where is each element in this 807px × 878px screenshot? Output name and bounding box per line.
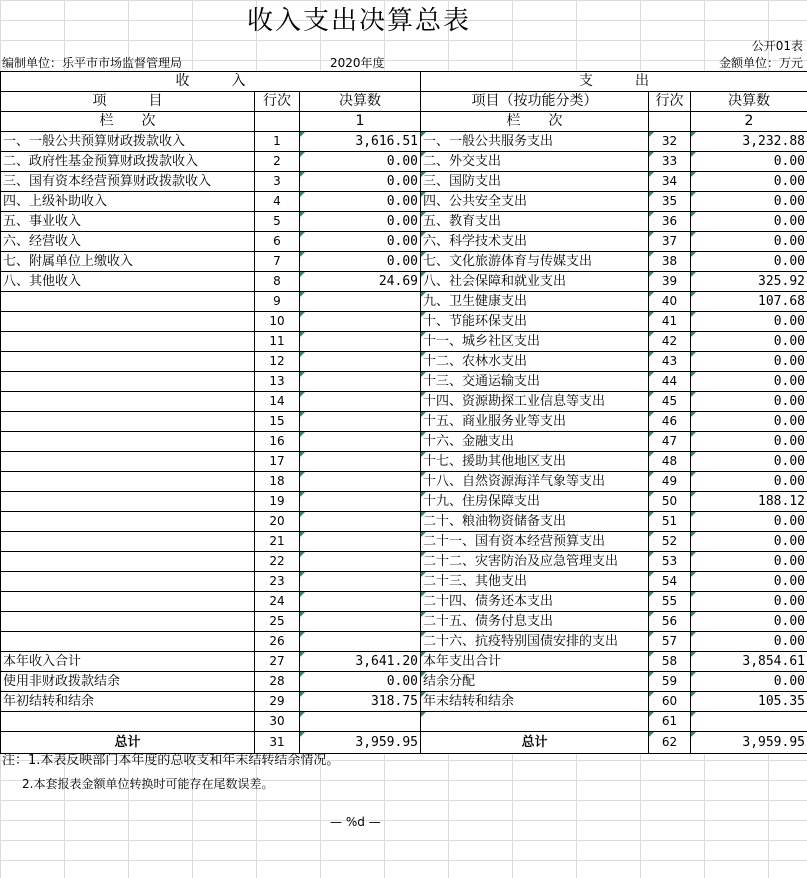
income-line-number: 2 — [255, 152, 300, 172]
table-row — [1, 592, 807, 612]
income-amount — [300, 712, 421, 732]
expense-amount: 0.00 — [691, 572, 807, 592]
expense-amount: 0.00 — [691, 192, 807, 212]
expense-item-label: 二十、粮油物资储备支出 — [421, 512, 649, 532]
expense-amount: 0.00 — [691, 552, 807, 572]
expense-lanci-label: 栏 次 — [421, 112, 649, 132]
expense-line-number: 45 — [649, 392, 691, 412]
income-item-label: 四、上级补助收入 — [1, 192, 255, 212]
expense-line-number: 47 — [649, 432, 691, 452]
income-amount — [300, 372, 421, 392]
income-item-label — [1, 372, 255, 392]
expense-line-number: 55 — [649, 592, 691, 612]
income-item-label — [1, 712, 255, 732]
income-amount: 3,616.51 — [300, 132, 421, 152]
income-item-label — [1, 472, 255, 492]
column-header-row — [1, 92, 807, 112]
expense-amount: 0.00 — [691, 672, 807, 692]
income-amount — [300, 292, 421, 312]
expense-line-number: 56 — [649, 612, 691, 632]
table-row — [1, 552, 807, 572]
income-line-number: 25 — [255, 612, 300, 632]
expense-item-label: 二十五、债务付息支出 — [421, 612, 649, 632]
expense-amount: 0.00 — [691, 152, 807, 172]
income-item-label — [1, 612, 255, 632]
income-item-label: 三、国有资本经营预算财政拨款收入 — [1, 172, 255, 192]
expense-line-number: 38 — [649, 252, 691, 272]
expense-line-number: 54 — [649, 572, 691, 592]
expense-amount: 0.00 — [691, 432, 807, 452]
section-header-row — [1, 72, 807, 92]
income-amount: 0.00 — [300, 212, 421, 232]
income-amount — [300, 392, 421, 412]
income-line-number: 15 — [255, 412, 300, 432]
income-line-number: 28 — [255, 672, 300, 692]
table-row — [1, 452, 807, 472]
expense-item-label: 五、教育支出 — [421, 212, 649, 232]
income-item-label: 一、一般公共预算财政拨款收入 — [1, 132, 255, 152]
income-line-number: 8 — [255, 272, 300, 292]
income-item-label — [1, 392, 255, 412]
expense-lanci-blank — [649, 112, 691, 132]
expense-amount: 0.00 — [691, 632, 807, 652]
income-item-label — [1, 292, 255, 312]
expense-amount: 0.00 — [691, 232, 807, 252]
table-row — [1, 212, 807, 232]
expense-section-header: 支 出 — [421, 72, 807, 92]
form-code: 公开01表 — [751, 39, 803, 53]
table-row — [1, 512, 807, 532]
income-line-number: 14 — [255, 392, 300, 412]
expense-item-label: 二十六、抗疫特别国债安排的支出 — [421, 632, 649, 652]
expense-amount: 0.00 — [691, 212, 807, 232]
table-row — [1, 472, 807, 492]
expense-line-number: 59 — [649, 672, 691, 692]
expense-item-label: 十、节能环保支出 — [421, 312, 649, 332]
table-row — [1, 632, 807, 652]
expense-item-label: 十三、交通运输支出 — [421, 372, 649, 392]
expense-line-number: 43 — [649, 352, 691, 372]
income-line-number: 22 — [255, 552, 300, 572]
income-amount: 24.69 — [300, 272, 421, 292]
expense-amount: 0.00 — [691, 532, 807, 552]
expense-amount: 0.00 — [691, 172, 807, 192]
table-row — [1, 492, 807, 512]
expense-amount: 325.92 — [691, 272, 807, 292]
income-line-number: 20 — [255, 512, 300, 532]
table-row — [1, 532, 807, 552]
income-amount — [300, 432, 421, 452]
income-amount: 0.00 — [300, 252, 421, 272]
expense-line-number: 50 — [649, 492, 691, 512]
expense-item-label: 十七、援助其他地区支出 — [421, 452, 649, 472]
income-line-number: 16 — [255, 432, 300, 452]
expense-item-label: 二、外交支出 — [421, 152, 649, 172]
expense-amount: 3,232.88 — [691, 132, 807, 152]
page-footer: — %d — — [330, 815, 381, 829]
income-item-label — [1, 452, 255, 472]
total-row — [1, 732, 807, 754]
table-row — [1, 192, 807, 212]
income-line-number: 29 — [255, 692, 300, 712]
expense-item-label: 十九、住房保障支出 — [421, 492, 649, 512]
income-amount: 318.75 — [300, 692, 421, 712]
income-item-label: 本年收入合计 — [1, 652, 255, 672]
income-line-number: 11 — [255, 332, 300, 352]
expense-line-number: 57 — [649, 632, 691, 652]
note-2: 2.本套报表金额单位转换时可能存在尾数误差。 — [22, 777, 274, 791]
income-item-label — [1, 432, 255, 452]
income-item-label — [1, 572, 255, 592]
income-item-label — [1, 552, 255, 572]
income-line-number: 21 — [255, 532, 300, 552]
expense-item-header: 项目（按功能分类） — [421, 92, 649, 112]
table-row — [1, 672, 807, 692]
income-amount — [300, 552, 421, 572]
income-amount — [300, 512, 421, 532]
income-total-amount: 3,959.95 — [300, 732, 421, 754]
header-info-line — [0, 55, 807, 71]
income-amount — [300, 612, 421, 632]
income-amount: 0.00 — [300, 172, 421, 192]
expense-line-number: 37 — [649, 232, 691, 252]
note-1: 注：1.本表反映部门本年度的总收支和年末结转结余情况。 — [2, 753, 340, 768]
income-line-number: 27 — [255, 652, 300, 672]
income-section-header: 收 入 — [1, 72, 421, 92]
income-line-number: 23 — [255, 572, 300, 592]
income-item-label — [1, 352, 255, 372]
income-item-label: 五、事业收入 — [1, 212, 255, 232]
expense-item-label: 十五、商业服务业等支出 — [421, 412, 649, 432]
expense-item-label: 二十三、其他支出 — [421, 572, 649, 592]
expense-line-number: 42 — [649, 332, 691, 352]
expense-item-label: 七、文化旅游体育与传媒支出 — [421, 252, 649, 272]
expense-line-number: 60 — [649, 692, 691, 712]
expense-amount: 0.00 — [691, 352, 807, 372]
expense-item-label: 一、一般公共服务支出 — [421, 132, 649, 152]
table-row — [1, 232, 807, 252]
expense-amount: 3,854.61 — [691, 652, 807, 672]
income-item-label — [1, 412, 255, 432]
table-row — [1, 712, 807, 732]
income-item-label: 六、经营收入 — [1, 232, 255, 252]
income-line-number: 30 — [255, 712, 300, 732]
expense-item-label: 三、国防支出 — [421, 172, 649, 192]
expense-line-number: 41 — [649, 312, 691, 332]
income-amount — [300, 592, 421, 612]
expense-amount — [691, 712, 807, 732]
income-amount: 0.00 — [300, 192, 421, 212]
expense-item-label: 二十四、债务还本支出 — [421, 592, 649, 612]
income-amount — [300, 472, 421, 492]
table-row — [1, 352, 807, 372]
income-amount: 0.00 — [300, 672, 421, 692]
income-item-label — [1, 492, 255, 512]
income-amount: 0.00 — [300, 152, 421, 172]
money-unit: 金额单位：万元 — [718, 56, 803, 70]
expense-line-number: 39 — [649, 272, 691, 292]
income-item-label — [1, 592, 255, 612]
budget-summary-table — [0, 71, 807, 754]
table-row — [1, 392, 807, 412]
income-item-label — [1, 512, 255, 532]
expense-line-number: 61 — [649, 712, 691, 732]
income-lanci-label: 栏 次 — [1, 112, 255, 132]
table-row — [1, 312, 807, 332]
table-row — [1, 432, 807, 452]
fiscal-year: 2020年度 — [330, 56, 385, 70]
expense-line-number: 34 — [649, 172, 691, 192]
expense-amount: 0.00 — [691, 412, 807, 432]
income-amount — [300, 532, 421, 552]
income-line-number: 1 — [255, 132, 300, 152]
income-line-number: 10 — [255, 312, 300, 332]
expense-item-label: 十八、自然资源海洋气象等支出 — [421, 472, 649, 492]
expense-item-label: 八、社会保障和就业支出 — [421, 272, 649, 292]
table-row — [1, 652, 807, 672]
expense-line-number: 48 — [649, 452, 691, 472]
expense-amount: 0.00 — [691, 312, 807, 332]
page-title: 收入支出决算总表 — [246, 6, 471, 36]
expense-amount-header: 决算数 — [691, 92, 807, 112]
income-total-label: 总计 — [1, 732, 255, 754]
expense-item-label: 十一、城乡社区支出 — [421, 332, 649, 352]
compiling-unit: 编制单位：乐平市市场监督管理局 — [2, 56, 183, 70]
expense-item-label: 六、科学技术支出 — [421, 232, 649, 252]
expense-total-line: 62 — [649, 732, 691, 754]
expense-amount: 0.00 — [691, 252, 807, 272]
expense-amount: 0.00 — [691, 392, 807, 412]
expense-line-number: 44 — [649, 372, 691, 392]
expense-amount: 0.00 — [691, 332, 807, 352]
table-row — [1, 572, 807, 592]
expense-item-label: 二十二、灾害防治及应急管理支出 — [421, 552, 649, 572]
income-total-line: 31 — [255, 732, 300, 754]
expense-amount: 0.00 — [691, 472, 807, 492]
income-item-label — [1, 632, 255, 652]
expense-amount: 0.00 — [691, 512, 807, 532]
expense-line-number: 46 — [649, 412, 691, 432]
income-line-header: 行次 — [255, 92, 300, 112]
income-line-number: 17 — [255, 452, 300, 472]
table-row — [1, 152, 807, 172]
income-amount-header: 决算数 — [300, 92, 421, 112]
expense-line-number: 51 — [649, 512, 691, 532]
income-amount — [300, 452, 421, 472]
table-row — [1, 292, 807, 312]
expense-amount: 0.00 — [691, 452, 807, 472]
income-item-label: 七、附属单位上缴收入 — [1, 252, 255, 272]
expense-total-amount: 3,959.95 — [691, 732, 807, 754]
income-amount: 0.00 — [300, 232, 421, 252]
expense-item-label: 十四、资源勘探工业信息等支出 — [421, 392, 649, 412]
table-row — [1, 172, 807, 192]
table-row — [1, 132, 807, 152]
income-item-header: 项 目 — [1, 92, 255, 112]
income-amount — [300, 572, 421, 592]
expense-line-number: 40 — [649, 292, 691, 312]
expense-amount: 188.12 — [691, 492, 807, 512]
expense-item-label: 四、公共安全支出 — [421, 192, 649, 212]
income-line-number: 12 — [255, 352, 300, 372]
expense-item-label — [421, 712, 649, 732]
expense-column-number: 2 — [691, 112, 807, 132]
table-row — [1, 252, 807, 272]
income-lanci-blank — [255, 112, 300, 132]
expense-item-label: 九、卫生健康支出 — [421, 292, 649, 312]
income-item-label: 二、政府性基金预算财政拨款收入 — [1, 152, 255, 172]
expense-line-header: 行次 — [649, 92, 691, 112]
expense-amount: 0.00 — [691, 372, 807, 392]
income-line-number: 9 — [255, 292, 300, 312]
table-row — [1, 612, 807, 632]
income-line-number: 4 — [255, 192, 300, 212]
expense-amount: 0.00 — [691, 592, 807, 612]
income-amount — [300, 412, 421, 432]
expense-line-number: 49 — [649, 472, 691, 492]
income-line-number: 18 — [255, 472, 300, 492]
income-item-label — [1, 332, 255, 352]
income-line-number: 5 — [255, 212, 300, 232]
expense-amount: 107.68 — [691, 292, 807, 312]
table-row — [1, 272, 807, 292]
expense-item-label: 年末结转和结余 — [421, 692, 649, 712]
income-amount — [300, 312, 421, 332]
income-line-number: 26 — [255, 632, 300, 652]
expense-line-number: 36 — [649, 212, 691, 232]
income-amount — [300, 352, 421, 372]
income-item-label — [1, 532, 255, 552]
expense-item-label: 十二、农林水支出 — [421, 352, 649, 372]
table-row — [1, 332, 807, 352]
income-amount — [300, 332, 421, 352]
expense-line-number: 53 — [649, 552, 691, 572]
income-amount: 3,641.20 — [300, 652, 421, 672]
income-line-number: 13 — [255, 372, 300, 392]
expense-amount: 0.00 — [691, 612, 807, 632]
expense-item-label: 结余分配 — [421, 672, 649, 692]
expense-line-number: 58 — [649, 652, 691, 672]
income-line-number: 3 — [255, 172, 300, 192]
income-line-number: 7 — [255, 252, 300, 272]
income-line-number: 24 — [255, 592, 300, 612]
income-item-label: 八、其他收入 — [1, 272, 255, 292]
table-row — [1, 692, 807, 712]
income-item-label: 年初结转和结余 — [1, 692, 255, 712]
expense-item-label: 二十一、国有资本经营预算支出 — [421, 532, 649, 552]
income-amount — [300, 632, 421, 652]
income-line-number: 19 — [255, 492, 300, 512]
expense-line-number: 52 — [649, 532, 691, 552]
income-item-label: 使用非财政拨款结余 — [1, 672, 255, 692]
expense-total-label: 总计 — [421, 732, 649, 754]
income-line-number: 6 — [255, 232, 300, 252]
expense-item-label: 本年支出合计 — [421, 652, 649, 672]
income-item-label — [1, 312, 255, 332]
income-column-number: 1 — [300, 112, 421, 132]
expense-item-label: 十六、金融支出 — [421, 432, 649, 452]
expense-line-number: 32 — [649, 132, 691, 152]
table-row — [1, 372, 807, 392]
expense-line-number: 35 — [649, 192, 691, 212]
column-index-row — [1, 112, 807, 132]
income-amount — [300, 492, 421, 512]
expense-line-number: 33 — [649, 152, 691, 172]
table-row — [1, 412, 807, 432]
expense-amount: 105.35 — [691, 692, 807, 712]
